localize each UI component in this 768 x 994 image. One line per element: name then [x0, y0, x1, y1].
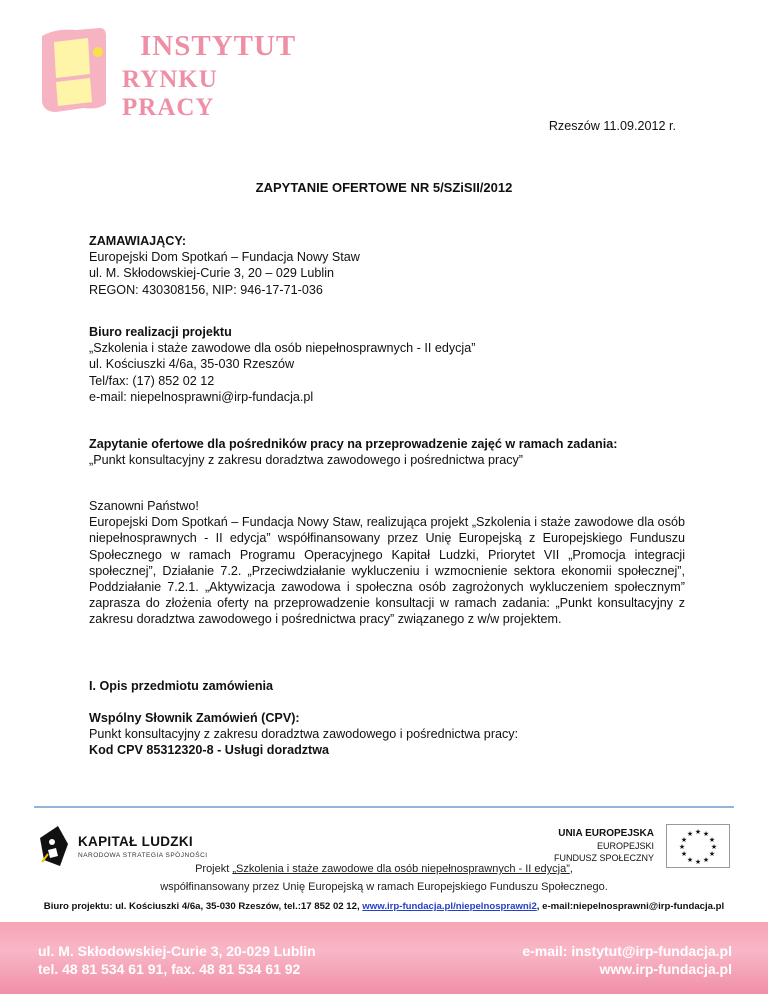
- svg-text:★: ★: [708, 836, 716, 844]
- svg-text:★: ★: [680, 850, 688, 858]
- svg-text:★: ★: [678, 843, 686, 851]
- eu-line-3: FUNDUSZ SPOŁECZNY: [553, 853, 654, 863]
- svg-text:★: ★: [702, 856, 710, 864]
- document-date: Rzeszów 11.09.2012 r.: [548, 119, 676, 133]
- contact-address-block: [38, 942, 316, 978]
- contact-online-block: [522, 942, 732, 978]
- cpv-code: Kod CPV 85312320-8 - Usługi doradztwa: [89, 743, 330, 758]
- ordering-party-heading: ZAMAWIAJĄCY:: [89, 234, 187, 248]
- project-office-footer-email: , e-mail:niepelnosprawni@irp-fundacja.pl: [536, 901, 725, 912]
- eu-line-2: EUROPEJSKI: [596, 841, 654, 851]
- letter-body: [89, 498, 685, 628]
- inquiry-subject-task: „Punkt konsultacyjny z zakresu doradztwa zawodowego i pośrednictwa pracy”: [89, 453, 523, 468]
- project-prefix: Projekt: [195, 863, 233, 875]
- project-cofinancing: współfinansowany przez Unię Europejską w ramach Europejskiego Funduszu Społecznego.: [160, 881, 608, 893]
- inquiry-subject-heading: Zapytanie ofertowe dla pośredników pracy na przeprowadzenie zajęć w ramach zadania:: [89, 437, 618, 451]
- contact-band: [0, 922, 768, 994]
- institute-website[interactable]: www.irp-fundacja.pl: [599, 961, 732, 977]
- project-office-footer-address: Biuro projektu: ul. Kościuszki 4/6a, 35-030 Rzeszów, tel.:17 852 02 12,: [43, 901, 360, 912]
- letter-paragraph: Europejski Dom Spotkań – Fundacja Nowy Staw, realizująca projekt „Szkolenia i staże zawodowe dla osób niepełnosprawnych - II edycja” współfinansowany przez Unię Europejską z Europejskiego Funduszu Społecznego w ramach Programu Operacyjnego Kapitał Ludzki, Priorytet VII „Promocja integracji społecznej”, Działanie 7.2. „Przeciwdziałanie wykluczeniu i wzmocnienie sektora ekonomii społecznej”, Poddziałanie 7.2.1. „Aktywizacja zawodowa i społeczna osób zagrożonych wykluczeniem społecznym” zaprasza do złożenia oferty na przeprowadzenie konsultacji w ramach zadania: „Punkt konsultacyjny z zakresu doradztwa zawodowego i pośrednictwa pracy” związanego z w/w projektem.: [89, 515, 685, 627]
- project-office-phone: Tel/fax: (17) 852 02 12: [89, 373, 215, 388]
- ordering-party-address: ul. M. Skłodowskiej-Curie 3, 20 – 029 Lublin: [89, 266, 335, 281]
- kapital-ludzki-subtitle: NARODOWA STRATEGIA SPÓJNOŚCI: [78, 852, 208, 859]
- logo-text-instytut: INSTYTUT: [140, 30, 297, 62]
- logo-text-rynku-pracy: RYNKU PRACY: [122, 66, 218, 121]
- project-suffix: ,: [569, 863, 573, 875]
- ordering-party-ids: REGON: 430308156, NIP: 946-17-71-036: [89, 282, 323, 297]
- svg-text:★: ★: [710, 843, 718, 851]
- logo-door-icon: [36, 26, 116, 116]
- institute-address: ul. M. Skłodowskiej-Curie 3, 20-029 Lublin: [38, 943, 316, 959]
- project-office-footer: [0, 901, 768, 912]
- project-office-email: e-mail: niepelnosprawni@irp-fundacja.pl: [89, 389, 314, 404]
- institute-phone-fax: tel. 48 81 534 61 91, fax. 48 81 534 61 92: [38, 961, 301, 977]
- cpv-description: Punkt konsultacyjny z zakresu doradztwa zawodowego i pośrednictwa pracy:: [89, 727, 519, 742]
- institute-email[interactable]: e-mail: instytut@irp-fundacja.pl: [522, 943, 732, 959]
- cpv-block: [89, 710, 518, 759]
- project-office-project-name: „Szkolenia i staże zawodowe dla osób niepełnosprawnych - II edycja”: [89, 341, 476, 356]
- project-office-block: [89, 324, 475, 405]
- project-name: „Szkolenia i staże zawodowe dla osób niepełnosprawnych - II edycja”: [232, 863, 570, 875]
- kapital-ludzki-title: KAPITAŁ LUDZKI: [78, 834, 193, 849]
- svg-text:★: ★: [686, 830, 694, 838]
- svg-text:★: ★: [694, 828, 702, 836]
- project-website-link[interactable]: www.irp-fundacja.pl/niepelnosprawni2: [362, 901, 537, 912]
- eu-line-1: UNIA EUROPEJSKA: [558, 828, 654, 839]
- svg-text:★: ★: [702, 830, 710, 838]
- institute-logo: [36, 26, 306, 121]
- cpv-heading: Wspólny Słownik Zamówień (CPV):: [89, 711, 300, 725]
- ordering-party-block: [89, 233, 360, 298]
- svg-text:★: ★: [694, 858, 702, 866]
- svg-text:★: ★: [686, 856, 694, 864]
- project-office-address: ul. Kościuszki 4/6a, 35-030 Rzeszów: [89, 357, 295, 372]
- letter-greeting: Szanowni Państwo!: [89, 499, 199, 513]
- section-heading: I. Opis przedmiotu zamówienia: [89, 679, 274, 693]
- document-title: ZAPYTANIE OFERTOWE NR 5/SZiSII/2012: [255, 180, 513, 195]
- project-office-heading: Biuro realizacji projektu: [89, 325, 232, 339]
- ordering-party-name: Europejski Dom Spotkań – Fundacja Nowy Staw: [89, 250, 360, 265]
- eu-fund-logo-text: [554, 828, 654, 864]
- footer-separator: [34, 806, 734, 808]
- project-info: [0, 860, 768, 896]
- svg-text:★: ★: [680, 836, 688, 844]
- svg-text:★: ★: [708, 850, 716, 858]
- inquiry-subject-block: [89, 436, 617, 468]
